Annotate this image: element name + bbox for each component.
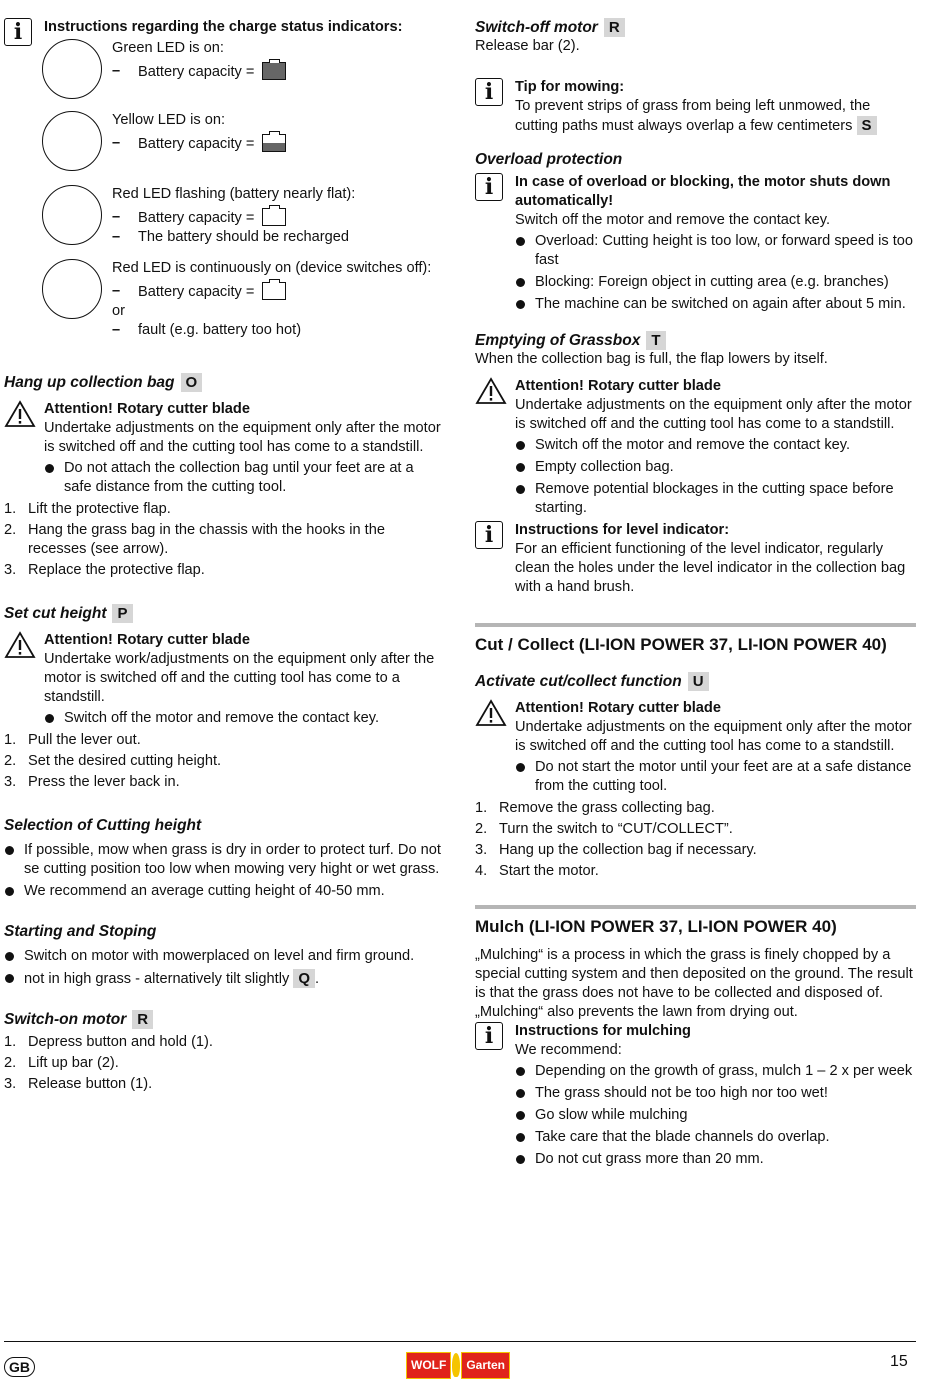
list-item: Take care that the blade channels do overlap. — [515, 1128, 916, 1147]
overload-heading — [475, 150, 916, 169]
list-item: Switch off the motor and remove the contact key. — [44, 709, 444, 728]
figure-tag: Q — [293, 969, 315, 988]
page-number: 15 — [890, 1353, 908, 1370]
cut-collect-steps — [475, 799, 916, 881]
list-item: 1. Pull the lever out. — [4, 732, 141, 748]
warning-title: Attention! Rotary cutter blade — [515, 700, 721, 716]
switch-on-steps — [4, 1033, 444, 1094]
figure-tag: O — [181, 373, 203, 392]
list-item: 1. Depress button and hold (1). — [4, 1034, 213, 1050]
switch-off-text: Release bar (2). — [475, 38, 580, 54]
list-item: 3. Hang up the collection bag if necessary. — [475, 842, 757, 858]
warning-title: Attention! Rotary cutter blade — [515, 378, 721, 394]
selection-heading — [4, 816, 444, 835]
selection-title: Selection of Cutting height — [4, 817, 202, 834]
list-item: 3. Press the lever back in. — [4, 774, 180, 790]
green-led-label: Green LED is on: — [112, 40, 224, 56]
hang-bag-bullets — [44, 459, 444, 497]
list-item: Do not cut grass more than 20 mm. — [515, 1150, 916, 1169]
hang-bag-steps — [4, 500, 444, 580]
warning-text: Undertake work/adjustments on the equipment only after the motor is switched off and the cutting tool has come to a standstill. — [44, 651, 435, 705]
activate-title: Activate cut/collect function — [475, 673, 682, 690]
list-item: 1. Remove the grass collecting bag. — [475, 800, 715, 816]
warning-icon — [4, 400, 34, 434]
list-item: Switch off the motor and remove the contact key. — [515, 436, 916, 455]
capacity-label: Battery capacity = — [138, 284, 255, 300]
overload-title: Overload protection — [475, 151, 623, 168]
charge-status-note — [4, 18, 444, 45]
figure-tag: R — [604, 18, 625, 37]
level-indicator-note — [475, 521, 916, 597]
switch-off-heading — [475, 18, 916, 37]
list-item: 3. Release button (1). — [4, 1076, 153, 1092]
overload-bold: In case of overload or blocking, the motor shuts down automatically! — [515, 174, 891, 209]
list-item: Remove potential blockages in the cutting space before starting. — [515, 480, 916, 518]
led-indicator-icon — [42, 39, 102, 99]
hang-bag-warning — [4, 400, 444, 497]
starting-title: Starting and Stoping — [4, 923, 157, 940]
emptying-warning — [475, 377, 916, 518]
emptying-heading — [475, 331, 916, 350]
cut-collect-heading: Cut / Collect (LI-ION POWER 37, LI-ION POWER 40) — [475, 623, 916, 654]
red-on-capacity — [112, 282, 444, 302]
overload-bullets — [515, 232, 916, 314]
brand-right: Garten — [461, 1352, 510, 1379]
level-text: For an efficient functioning of the level indicator, regularly clean the holes under the level indicator in the collection bag with a hand brush. — [515, 541, 906, 595]
activate-cut-collect-heading — [475, 672, 916, 691]
mulch-note — [475, 1022, 916, 1169]
list-item: Do not attach the collection bag until your feet are at a safe distance from the cutting tool. — [44, 459, 444, 497]
yellow-led-row — [4, 111, 444, 185]
mowing-tip — [475, 78, 916, 136]
list-item: 1. Lift the protective flap. — [4, 501, 171, 517]
battery-empty-icon — [262, 282, 286, 300]
list-item: not in high grass - alternatively tilt slightly Q . — [4, 969, 444, 989]
info-icon: i — [4, 18, 34, 46]
list-item: Do not start the motor until your feet are at a safe distance from the cutting tool. — [515, 758, 916, 796]
capacity-label: Battery capacity = — [138, 136, 255, 152]
red-flash-label: Red LED flashing (battery nearly flat): — [112, 186, 356, 202]
info-icon: i — [475, 78, 505, 106]
overload-text: Switch off the motor and remove the contact key. — [515, 212, 831, 228]
brand-left: WOLF — [406, 1352, 451, 1379]
overload-note — [475, 173, 916, 314]
list-item: 4. Start the motor. — [475, 863, 599, 879]
footer-divider — [4, 1341, 916, 1342]
warning-title: Attention! Rotary cutter blade — [44, 401, 250, 417]
mulch-text: „Mulching“ is a process in which the grass is finely chopped by a special cutting system and then deposited on the ground. The result is that the grass does not have to be collected and disposed of. „Mulching“ also prevents the lawn from drying out. — [475, 947, 913, 1020]
list-item: The machine can be switched on again after about 5 min. — [515, 295, 916, 314]
cut-height-steps — [4, 731, 444, 792]
hang-bag-heading — [4, 373, 444, 392]
brand-logo — [406, 1350, 510, 1380]
cut-height-bullets — [44, 709, 444, 728]
list-item: Overload: Cutting height is too low, or forward speed is too fast — [515, 232, 916, 270]
red-flash-capacity — [112, 208, 444, 228]
figure-tag: S — [857, 116, 877, 135]
emptying-text: When the collection bag is full, the flap lowers by itself. — [475, 351, 828, 367]
list-item: Empty collection bag. — [515, 458, 916, 477]
list-item: 3. Replace the protective flap. — [4, 562, 205, 578]
list-item: 2. Turn the switch to “CUT/COLLECT”. — [475, 821, 733, 837]
left-column — [4, 18, 444, 1096]
warning-text: Undertake adjustments on the equipment only after the motor is switched off and the cutting tool has come to a standstill. — [44, 420, 441, 455]
green-led-row — [4, 39, 444, 111]
warning-icon — [475, 377, 505, 411]
level-title: Instructions for level indicator: — [515, 522, 730, 538]
led-indicator-icon — [42, 259, 102, 319]
figure-tag: R — [132, 1010, 153, 1029]
red-on-led-row — [4, 259, 444, 355]
fox-icon — [452, 1353, 460, 1377]
cut-collect-warning — [475, 699, 916, 796]
capacity-label: Battery capacity = — [138, 210, 255, 226]
battery-half-icon — [262, 134, 286, 152]
cut-height-heading — [4, 604, 444, 623]
warning-text: Undertake adjustments on the equipment only after the motor is switched off and the cutting tool has come to a standstill. — [515, 719, 912, 754]
list-item: 2. Set the desired cutting height. — [4, 753, 222, 769]
switch-off-title: Switch-off motor — [475, 19, 598, 36]
list-item: We recommend an average cutting height of 40-50 mm. — [4, 882, 444, 901]
switch-on-heading — [4, 1010, 444, 1029]
language-badge: GB — [4, 1357, 35, 1377]
right-column — [475, 18, 916, 1172]
mulch-bullets — [515, 1062, 916, 1169]
red-on-label: Red LED is continuously on (device switches off): — [112, 260, 432, 276]
list-item: Blocking: Foreign object in cutting area (e.g. branches) — [515, 273, 916, 292]
starting-bullets — [4, 947, 444, 989]
list-item: 2. Lift up bar (2). — [4, 1055, 119, 1071]
warning-icon — [4, 631, 34, 665]
switch-on-title: Switch-on motor — [4, 1011, 127, 1028]
warning-title: Attention! Rotary cutter blade — [44, 632, 250, 648]
led-indicator-icon — [42, 185, 102, 245]
figure-tag: U — [688, 672, 709, 691]
cut-collect-bullets — [515, 758, 916, 796]
battery-empty-icon — [262, 208, 286, 226]
emptying-bullets — [515, 436, 916, 518]
selection-bullets — [4, 841, 444, 901]
info-icon: i — [475, 1022, 505, 1050]
cut-height-title: Set cut height — [4, 605, 107, 622]
info-icon: i — [475, 521, 505, 549]
cut-height-warning — [4, 631, 444, 728]
or-label: or — [112, 303, 125, 319]
mulch-note-text: We recommend: — [515, 1042, 622, 1058]
yellow-capacity — [112, 134, 444, 154]
starting-heading — [4, 922, 444, 941]
battery-full-icon — [262, 62, 286, 80]
list-item: Go slow while mulching — [515, 1106, 916, 1125]
list-item: If possible, mow when grass is dry in order to protect turf. Do not se cutting position too low when mowing very hight or wet grass. — [4, 841, 444, 879]
tip-text: To prevent strips of grass from being left unmowed, the cutting paths must always overlap a few centimeters S — [515, 97, 916, 136]
tip-title: Tip for mowing: — [515, 79, 625, 95]
green-capacity — [112, 62, 444, 82]
warning-icon — [475, 699, 505, 733]
capacity-label: Battery capacity = — [138, 64, 255, 80]
red-flash-led-row — [4, 185, 444, 259]
recharge-note: – The battery should be recharged — [112, 228, 444, 247]
list-item: Switch on motor with mowerplaced on level and firm ground. — [4, 947, 444, 966]
figure-tag: T — [646, 331, 665, 350]
info-icon: i — [475, 173, 505, 201]
charge-status-title: Instructions regarding the charge status indicators: — [44, 19, 403, 35]
list-item: The grass should not be too high nor too wet! — [515, 1084, 916, 1103]
list-item: Depending on the growth of grass, mulch 1 – 2 x per week — [515, 1062, 916, 1081]
warning-text: Undertake adjustments on the equipment only after the motor is switched off and the cutting tool has come to a standstill. — [515, 397, 912, 432]
led-indicator-icon — [42, 111, 102, 171]
fault-note: – fault (e.g. battery too hot) — [112, 321, 444, 340]
list-item: 2. Hang the grass bag in the chassis with the hooks in the recesses (see arrow). — [4, 522, 385, 557]
figure-tag: P — [112, 604, 132, 623]
hang-bag-title: Hang up collection bag — [4, 374, 175, 391]
emptying-title: Emptying of Grassbox — [475, 332, 641, 349]
yellow-led-label: Yellow LED is on: — [112, 112, 226, 128]
mulch-heading: Mulch (LI-ION POWER 37, LI-ION POWER 40) — [475, 905, 916, 936]
mulch-note-title: Instructions for mulching — [515, 1023, 691, 1039]
